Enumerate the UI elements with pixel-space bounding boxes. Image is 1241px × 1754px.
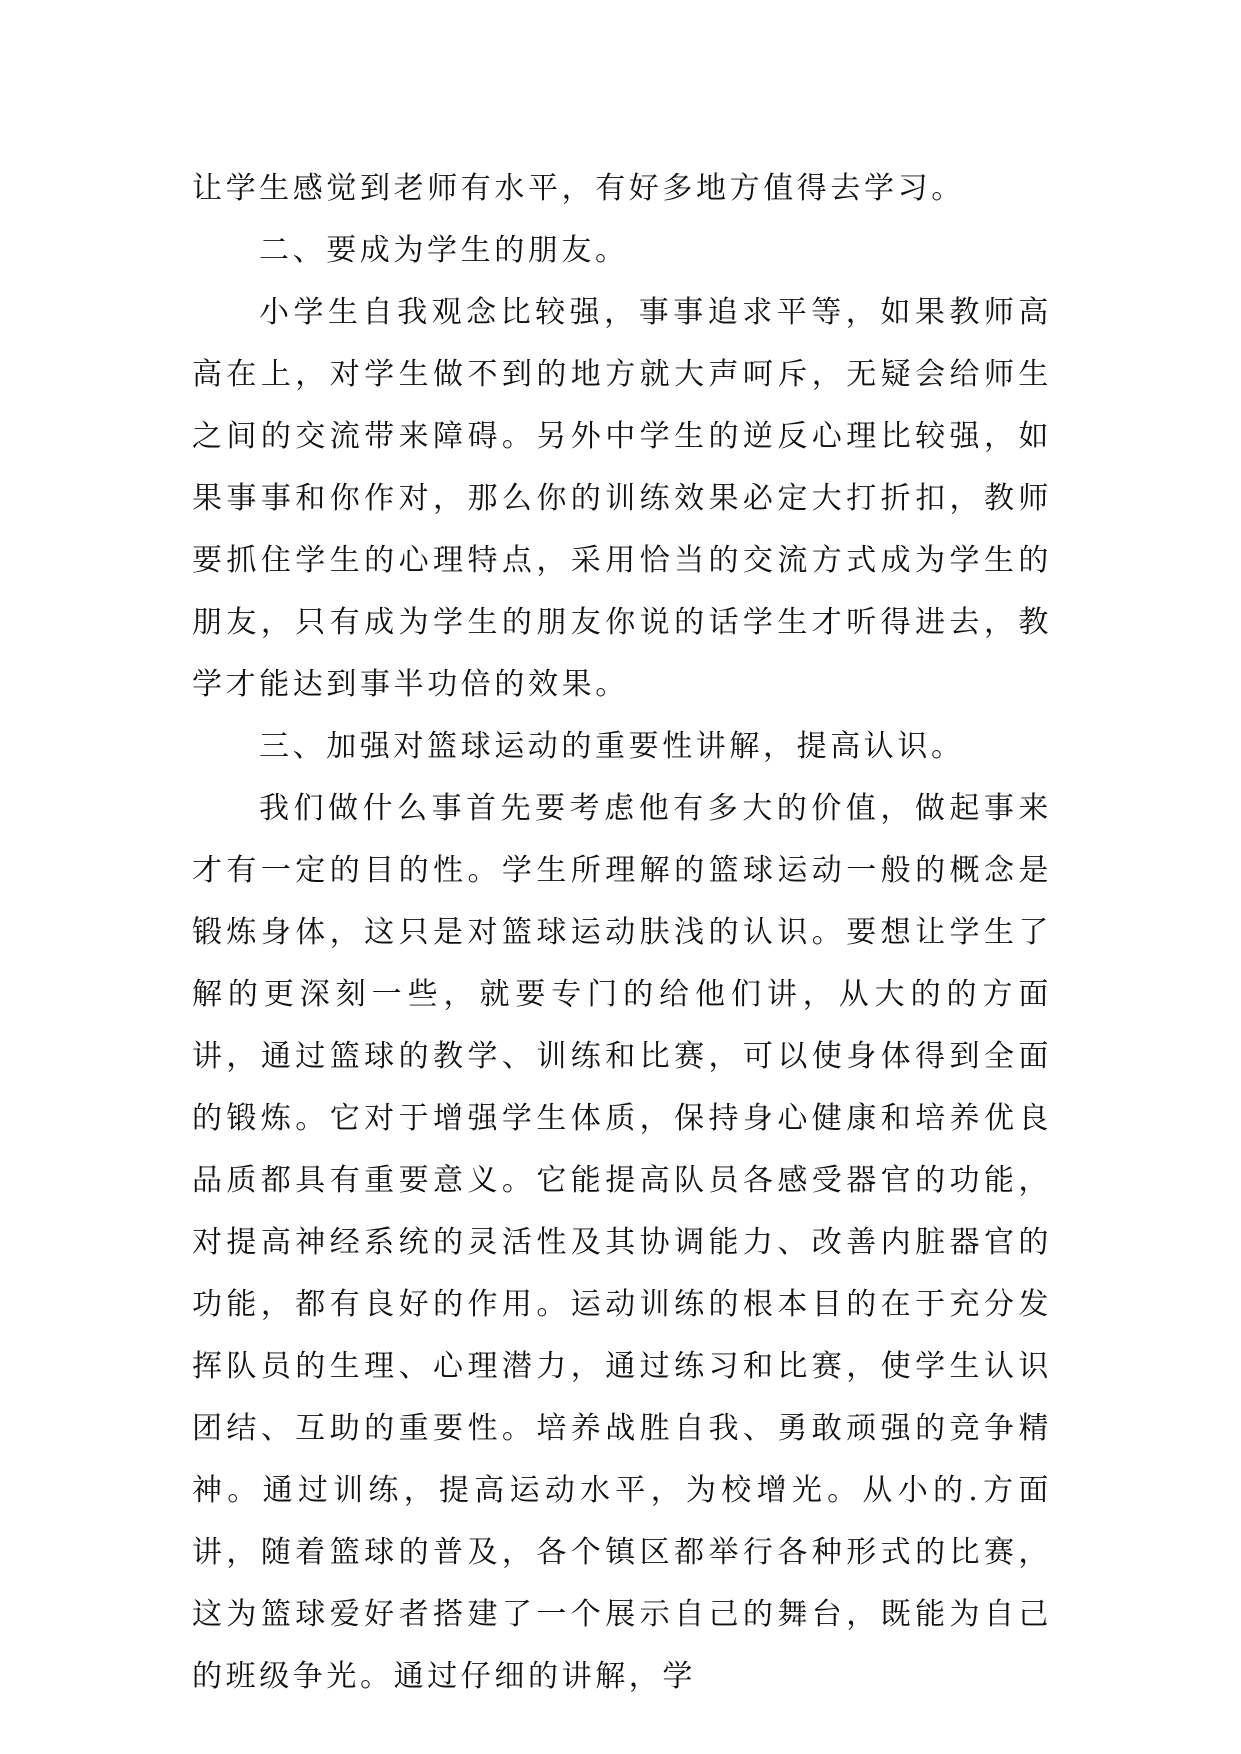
- section-heading-2: 二、要成为学生的朋友。: [259, 233, 629, 268]
- paragraph-friendship: 小学生自我观念比较强，事事追求平等，如果教师高高在上，对学生做不到的地方就大声呵斥，无疑会给师生之间的交流带来障碍。另外中学生的逆反心理比较强，如果事事和你作对，那么你的训练效果必定大打折扣，教师要抓住学生的心理特点，采用恰当的交流方式成为学生的朋友，只有成为学生的朋友你说的话学生才听得进去，教学才能达到事半功倍的效果。: [192, 295, 1052, 702]
- document-body: [192, 158, 1052, 1708]
- paragraph-basketball-importance: 我们做什么事首先要考虑他有多大的价值，做起事来才有一定的目的性。学生所理解的篮球运动一般的概念是锻炼身体，这只是对篮球运动肤浅的认识。要想让学生了解的更深刻一些，就要专门的给他们讲，从大的的方面讲，通过篮球的教学、训练和比赛，可以使身体得到全面的锻炼。它对于增强学生体质，保持身心健康和培养优良品质都具有重要意义。它能提高队员各感受器官的功能，对提高神经系统的灵活性及其协调能力、改善内脏器官的功能，都有良好的作用。运动训练的根本目的在于充分发挥队员的生理、心理潜力，通过练习和比赛，使学生认识团结、互助的重要性。培养战胜自我、勇敢顽强的竞争精神。通过训练，提高运动水平，为校增光。从小的.方面讲，随着篮球的普及，各个镇区都举行各种形式的比赛，这为篮球爱好者搭建了一个展示自己的舞台，既能为自己的班级争光。通过仔细的讲解，学: [192, 791, 1052, 1694]
- paragraph-continuation: 让学生感觉到老师有水平，有好多地方值得去学习。: [192, 171, 965, 206]
- section-heading-3: 三、加强对篮球运动的重要性讲解，提高认识。: [259, 729, 965, 764]
